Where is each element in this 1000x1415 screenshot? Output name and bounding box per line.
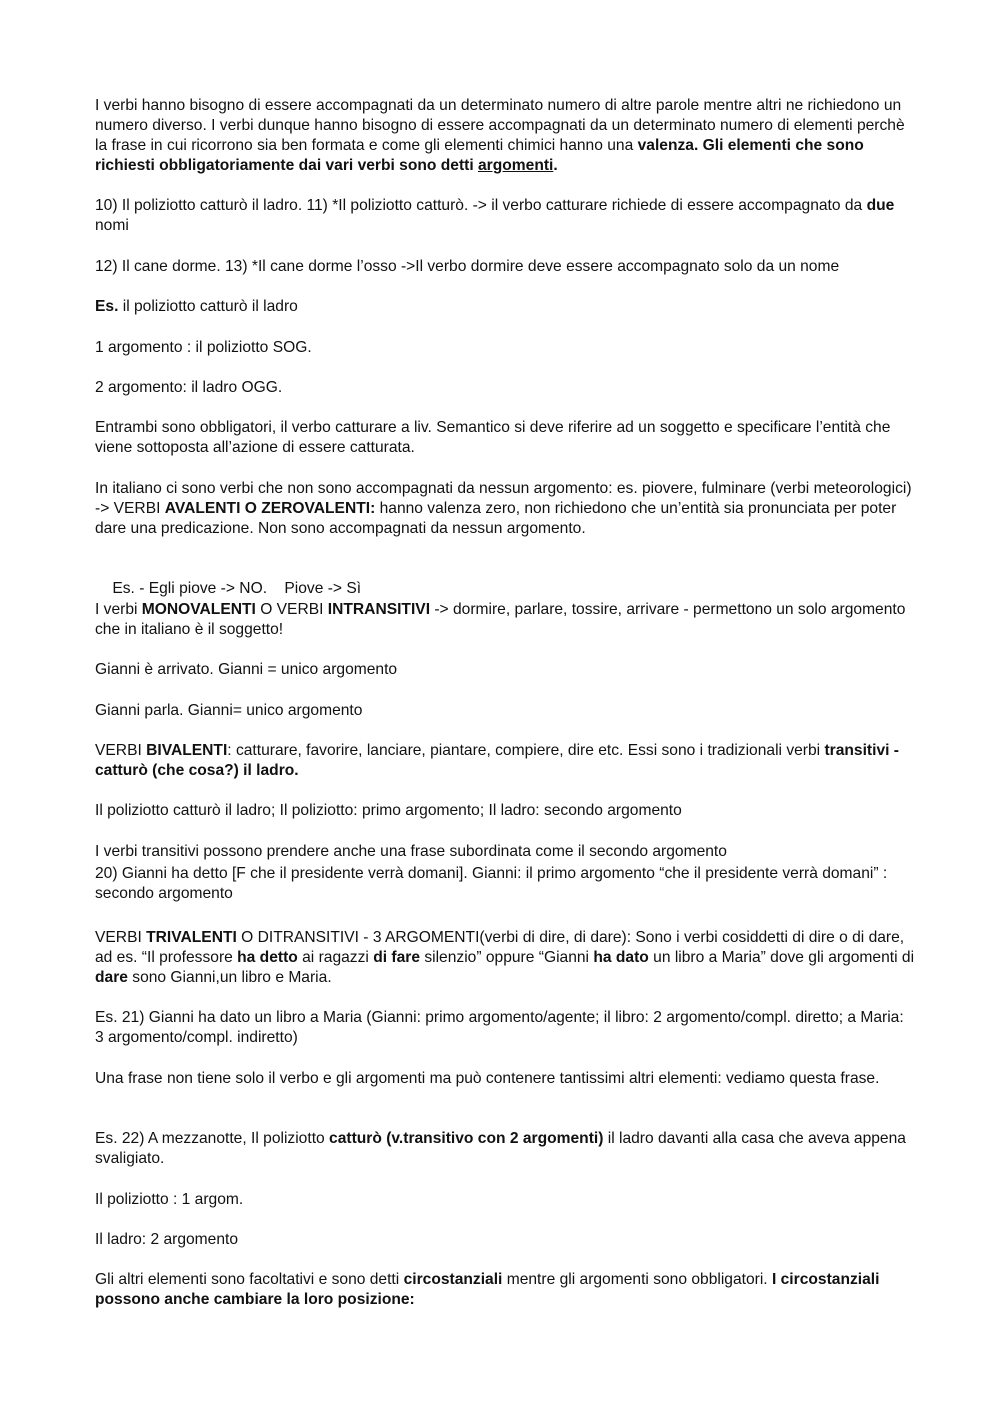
bold-text: ha detto (237, 949, 298, 966)
bold-text: valenza. Gli elementi che sono richiesti obbligatoriamente dai vari verbi sono detti (95, 137, 864, 174)
paragraph-gianni-parla (95, 701, 915, 721)
paragraph-trivalenti (95, 928, 915, 988)
text-run: I verbi (95, 601, 142, 618)
paragraph-obbligatori (95, 418, 915, 458)
bold-text: MONOVALENTI (141, 601, 256, 618)
text-run: Il poliziotto : 1 argom. (95, 1191, 244, 1208)
text-run: sono Gianni,un libro e Maria. (127, 969, 332, 986)
text-run: : catturare, favorire, lanciare, piantare, compiere, dire etc. Essi sono i tradizionali verbi (227, 742, 825, 759)
paragraph-valenza-intro (95, 96, 915, 176)
text-run: mentre gli argomenti sono obbligatori. (502, 1271, 772, 1288)
text-run: un libro a Maria” dove gli argomenti di (648, 949, 915, 966)
paragraph-frase-subordinata (95, 842, 915, 862)
paragraph-bivalenti (95, 741, 915, 781)
paragraph-ladro-argomento (95, 1230, 915, 1250)
text-run: Entrambi sono obbligatori, il verbo catturare a liv. Semantico si deve riferire ad un soggetto e specificare l’entità che viene sottoposta all’azione di essere catturata. (95, 419, 891, 456)
paragraph-avalenti (95, 479, 915, 539)
text-run: ai ragazzi (297, 949, 374, 966)
paragraph-primo-secondo-argomento (95, 801, 915, 821)
text-run: 10) Il poliziotto catturò il ladro. 11) *Il poliziotto catturò. -> il verbo catturare richiede di essere accompagnato da (95, 197, 867, 214)
bold-text: due (866, 197, 895, 214)
text-run: -> dormire, parlare, tossire, arrivare - permettono un solo argomento che in italiano è il soggetto! (95, 601, 906, 638)
text-run: O DITRANSITIVI - 3 ARGOMENTI(verbi di dire, di dare): Sono i verbi cosiddetti di dire o di dare, ad es. “Il professore (95, 929, 905, 966)
text-run: 2 argomento: il ladro OGG. (95, 379, 283, 396)
underlined-term-argomenti: argomenti (478, 157, 554, 174)
text-run: il poliziotto catturò il ladro (118, 298, 298, 315)
text-run: Il poliziotto catturò il ladro; Il poliziotto: primo argomento; Il ladro: secondo argomento (95, 802, 682, 819)
bold-text: . (553, 157, 558, 174)
bold-text: transitivi - catturò (che cosa?) il ladro. (95, 742, 899, 779)
text-run: I verbi transitivi possono prendere anche una frase subordinata come il secondo argomento (95, 843, 727, 860)
paragraph-es-poliziotto (95, 297, 915, 317)
paragraph-poliziotto-argom (95, 1190, 915, 1210)
text-run: Gianni è arrivato. Gianni = unico argomento (95, 661, 398, 678)
bold-text: ha dato (593, 949, 649, 966)
paragraph-example-21 (95, 1008, 915, 1048)
paragraph-example-12-13 (95, 257, 915, 277)
text-run: Una frase non tiene solo il verbo e gli argomenti ma può contenere tantissimi altri elementi: vediamo questa frase. (95, 1070, 880, 1087)
text-run: 20) Gianni ha detto [F che il presidente verrà domani]. Gianni: il primo argomento “che il presidente verrà domani” : secondo argomento (95, 865, 888, 902)
bold-text: dare (95, 969, 128, 986)
bold-text: INTRANSITIVI (327, 601, 431, 618)
paragraph-argomento-2 (95, 378, 915, 398)
paragraph-circostanziali (95, 1270, 915, 1310)
paragraph-gianni-arrivato (95, 660, 915, 680)
bold-text: di fare (373, 949, 420, 966)
text-run: In italiano ci sono verbi che non sono accompagnati da nessun argomento: es. piovere, fulminare (verbi meteorologici) -> VERBI (95, 480, 912, 517)
text-run: 1 argomento : il poliziotto SOG. (95, 339, 312, 356)
paragraph-argomento-1 (95, 338, 915, 358)
text-run: 12) Il cane dorme. 13) *Il cane dorme l’osso ->Il verbo dormire deve essere accompagnato solo da un nome (95, 258, 840, 275)
bold-text: circostanziali (403, 1271, 503, 1288)
text-run: il ladro davanti alla casa che aveva appena svaligiato. (95, 1130, 906, 1167)
text-run: Es. - Egli piove -> NO. Piove -> Sì (112, 580, 362, 597)
text-run: VERBI (95, 929, 147, 946)
text-run: O VERBI (255, 601, 328, 618)
text-run: I verbi hanno bisogno di essere accompagnati da un determinato numero di altre parole mentre altri ne richiedono un numero diverso. I verbi dunque hanno bisogno di essere accompagnati da un determinato numero di elementi perchè la frase in cui ricorrono sia ben formata e come gli elementi chimici hanno una (95, 97, 905, 154)
bold-text: TRIVALENTI (146, 929, 237, 946)
text-run: Gli altri elementi sono facoltativi e sono detti (95, 1271, 404, 1288)
bold-text: AVALENTI O ZEROVALENTI: (164, 500, 376, 517)
text-run: silenzio” oppure “Gianni (420, 949, 594, 966)
paragraph-example-20 (95, 864, 915, 904)
text-run: nomi (95, 217, 129, 234)
text-run: VERBI (95, 742, 147, 759)
paragraph-example-22 (95, 1129, 915, 1169)
text-run: Il ladro: 2 argomento (95, 1231, 239, 1248)
text-run: hanno valenza zero, non richiedono che un’entità sia pronunciata per poter dare una predicazione. Non sono accompagnati da nessun argomento. (95, 500, 897, 537)
bold-text: I circostanziali possono anche cambiare la loro posizione: (95, 1271, 880, 1308)
bold-text: BIVALENTI (146, 742, 228, 759)
text-run: Es. 22) A mezzanotte, Il poliziotto (95, 1130, 330, 1147)
bold-text: catturò (v.transitivo con 2 argomenti) (329, 1130, 604, 1147)
paragraph-altri-elementi (95, 1069, 915, 1089)
paragraph-example-10-11 (95, 196, 915, 236)
text-run: Gianni parla. Gianni= unico argomento (95, 702, 363, 719)
paragraph-monovalenti (95, 600, 915, 640)
text-run: Es. 21) Gianni ha dato un libro a Maria (Gianni: primo argomento/agente; il libro: 2 argomento/compl. diretto; a Maria: 3 argomento/compl. indiretto) (95, 1009, 904, 1046)
bold-text (478, 157, 553, 174)
bold-text: Es. (95, 298, 119, 315)
